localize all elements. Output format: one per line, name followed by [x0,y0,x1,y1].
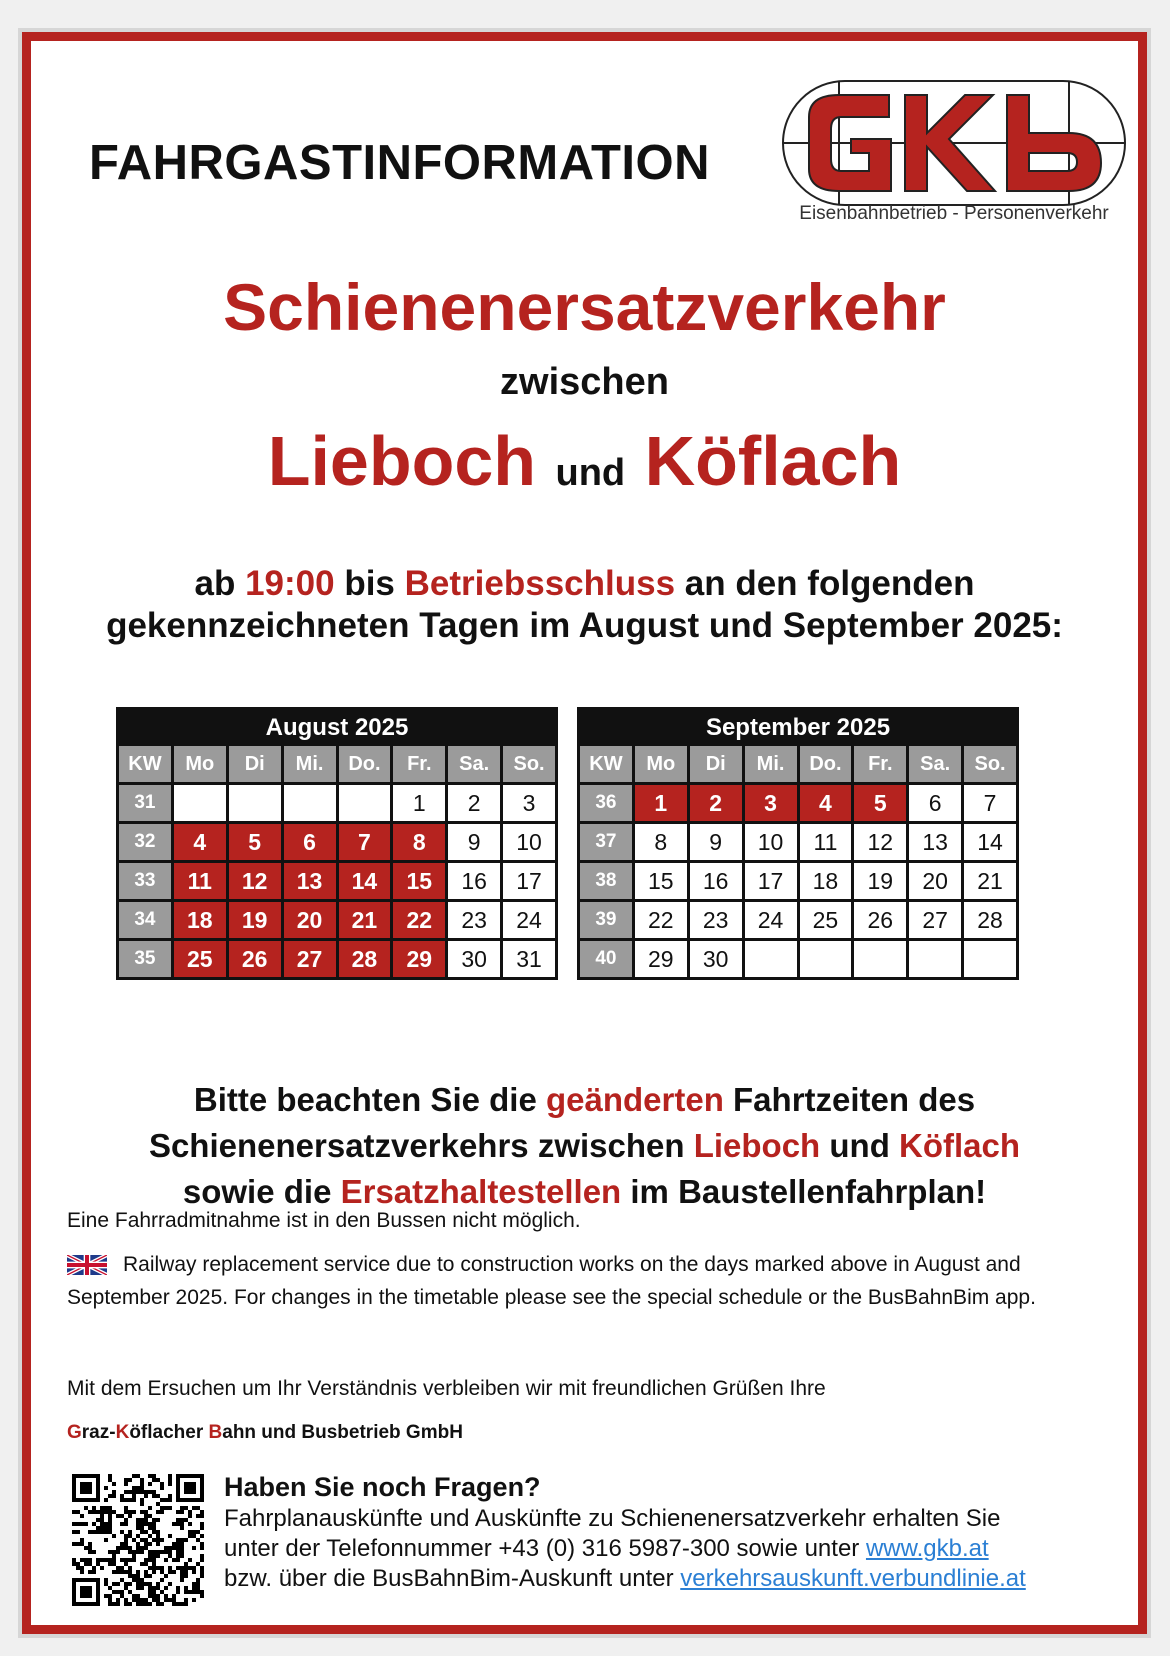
calendar-day-marked: 6 [284,824,336,860]
calendar-day-marked: 12 [229,863,281,899]
intro-text [31,563,1138,647]
intro-time: 19:00 [245,564,335,603]
company-name [67,1422,463,1444]
calendar-day: 12 [854,824,906,860]
faq-line: Fahrplanauskünfte und Auskünfte zu Schienenersatzverkehr erhalten Sie [224,1505,1001,1532]
calendar-august [116,707,558,980]
calendar-day-marked: 22 [393,902,445,938]
calendar-day-marked: 5 [229,824,281,860]
calendar-day: 31 [503,941,555,977]
headline-places [31,421,1138,501]
calendar-day-marked: 26 [229,941,281,977]
calendar-day: 1 [393,785,445,821]
calendar-day-marked: 5 [854,785,906,821]
calendar-day-marked: 3 [745,785,797,821]
poster-title: FAHRGASTINFORMATION [89,136,711,190]
calendar-day-marked: 20 [284,902,336,938]
note-highlight: Ersatzhaltestellen [340,1173,622,1210]
calendar-header: KW [119,746,171,782]
calendar-day-marked: 21 [339,902,391,938]
calendar-day: 8 [635,824,687,860]
calendar-week-number: 33 [119,863,171,899]
calendar-day: 16 [690,863,742,899]
calendar-day: 16 [448,863,500,899]
calendar-day-marked: 18 [174,902,226,938]
calendar-day: 22 [635,902,687,938]
intro-part: an den folgenden [675,564,975,603]
logo-subtitle: Eisenbahnbetrieb - Personenverkehr [799,203,1109,224]
calendar-header: Fr. [393,746,445,782]
calendar-day: 15 [635,863,687,899]
calendar-day: 10 [503,824,555,860]
note-highlight: geänderten [545,1081,724,1118]
note-part: Fahrtzeiten des [723,1081,976,1118]
calendar-day [229,785,281,821]
calendar-day: 21 [964,863,1016,899]
calendar-day [964,941,1016,977]
calendar-week-number: 38 [580,863,632,899]
faq-line [224,1564,1124,1594]
calendar-day: 7 [964,785,1016,821]
headline-main: Schienenersatzverkehr [223,270,946,344]
calendar-day: 14 [964,824,1016,860]
note-highlight: Köflach [899,1127,1021,1164]
faq-text [224,1504,1124,1594]
gkb-link[interactable]: www.gkb.at [865,1535,989,1562]
calendar-day [339,785,391,821]
calendar-day [854,941,906,977]
calendar-header: Fr. [854,746,906,782]
calendar-day: 13 [909,824,961,860]
english-text: Railway replacement service due to construction works on the days marked above in August and September 2025. For changes in the timetable please see the special schedule or the BusBahnBim app. [67,1253,1036,1309]
calendar-header: Di [229,746,281,782]
calendar-day-marked: 28 [339,941,391,977]
notice-text [31,1077,1138,1215]
closing-text: Mit dem Ersuchen um Ihr Verständnis verbleiben wir mit freundlichen Grüßen Ihre [67,1377,826,1400]
calendar-week-number: 40 [580,941,632,977]
calendar-day: 23 [690,902,742,938]
calendar-day: 28 [964,902,1016,938]
faq-line [224,1534,1124,1564]
calendar-header: Di [690,746,742,782]
calendar-september [577,707,1019,980]
calendar-day [800,941,852,977]
calendar-header: Mi. [284,746,336,782]
calendar-day: 17 [745,863,797,899]
calendar-day-marked: 2 [690,785,742,821]
calendar-week-number: 39 [580,902,632,938]
note-part: und [820,1127,900,1164]
faq-heading: Haben Sie noch Fragen? [224,1472,541,1502]
calendar-day-marked: 25 [174,941,226,977]
qr-code [72,1474,204,1606]
calendar-week-number: 36 [580,785,632,821]
company-initial: G [67,1422,82,1443]
uk-flag-icon [67,1255,107,1275]
calendar-header: KW [580,746,632,782]
calendar-day: 3 [503,785,555,821]
faq-part: bzw. über die BusBahnBim-Auskunft unter [224,1565,681,1592]
calendar-day: 30 [448,941,500,977]
verbundlinie-link[interactable]: verkehrsauskunft.verbundlinie.at [680,1565,1026,1592]
calendar-title: August 2025 [119,710,555,746]
calendar-header: Mo [635,746,687,782]
place-and: und [555,452,626,494]
company-initial: K [115,1422,130,1443]
calendar-day-marked: 4 [800,785,852,821]
calendar-week-number: 32 [119,824,171,860]
calendar-day: 17 [503,863,555,899]
calendar-day-marked: 1 [635,785,687,821]
calendar-day-marked: 29 [393,941,445,977]
gkb-logo [779,77,1129,209]
calendar-day: 6 [909,785,961,821]
calendar-day: 27 [909,902,961,938]
calendar-day: 9 [690,824,742,860]
calendar-day: 24 [745,902,797,938]
calendar-day-marked: 4 [174,824,226,860]
company-initial: B [208,1422,223,1443]
calendar-day [284,785,336,821]
calendar-header: Sa. [909,746,961,782]
place-a: Lieboch [267,422,537,500]
calendar-day: 2 [448,785,500,821]
calendar-week-number: 37 [580,824,632,860]
calendar-day-marked: 14 [339,863,391,899]
calendar-day: 29 [635,941,687,977]
english-info [67,1248,1107,1314]
calendar-day: 19 [854,863,906,899]
calendar-day: 30 [690,941,742,977]
company-part: ahn und Busbetrieb GmbH [222,1422,463,1443]
calendar-header: Mi. [745,746,797,782]
calendar-day-marked: 15 [393,863,445,899]
intro-line2: gekennzeichneten Tagen im August und September 2025: [106,606,1063,645]
calendar-day [745,941,797,977]
calendar-week-number: 31 [119,785,171,821]
calendar-header: Mo [174,746,226,782]
calendar-day-marked: 27 [284,941,336,977]
bike-info: Eine Fahrradmitnahme ist in den Bussen nicht möglich. [67,1209,581,1232]
calendar-day: 23 [448,902,500,938]
calendar-day: 9 [448,824,500,860]
note-part: Schienenersatzverkehrs zwischen [148,1127,694,1164]
calendar-day [174,785,226,821]
calendar-day [909,941,961,977]
company-part: raz- [81,1422,116,1443]
note-part: sowie die [182,1173,341,1210]
calendar-week-number: 34 [119,902,171,938]
note-part: Bitte beachten Sie die [193,1081,546,1118]
calendar-day: 24 [503,902,555,938]
calendar-day: 10 [745,824,797,860]
calendar-title: September 2025 [580,710,1016,746]
calendar-day-marked: 8 [393,824,445,860]
calendar-header: Do. [339,746,391,782]
headline-between: zwischen [500,361,669,403]
calendar-header: Do. [800,746,852,782]
note-highlight: Lieboch [693,1127,821,1164]
calendar-week-number: 35 [119,941,171,977]
calendar-header: Sa. [448,746,500,782]
place-b: Köflach [644,422,902,500]
calendar-day: 20 [909,863,961,899]
calendar-day-marked: 13 [284,863,336,899]
intro-part: ab [194,564,246,603]
calendar-day-marked: 7 [339,824,391,860]
calendar-grid [580,746,1016,977]
intro-part: bis [334,564,405,603]
intro-end: Betriebsschluss [404,564,676,603]
calendar-header: So. [964,746,1016,782]
calendar-day-marked: 11 [174,863,226,899]
calendar-day: 18 [800,863,852,899]
company-part: öflacher [129,1422,209,1443]
calendar-day-marked: 19 [229,902,281,938]
calendar-day: 11 [800,824,852,860]
calendar-day: 26 [854,902,906,938]
calendar-day: 25 [800,902,852,938]
calendar-grid [119,746,555,977]
note-part: im Baustellenfahrplan! [621,1173,987,1210]
faq-part: unter der Telefonnummer +43 (0) 316 5987-300 sowie unter [224,1535,866,1562]
calendar-header: So. [503,746,555,782]
